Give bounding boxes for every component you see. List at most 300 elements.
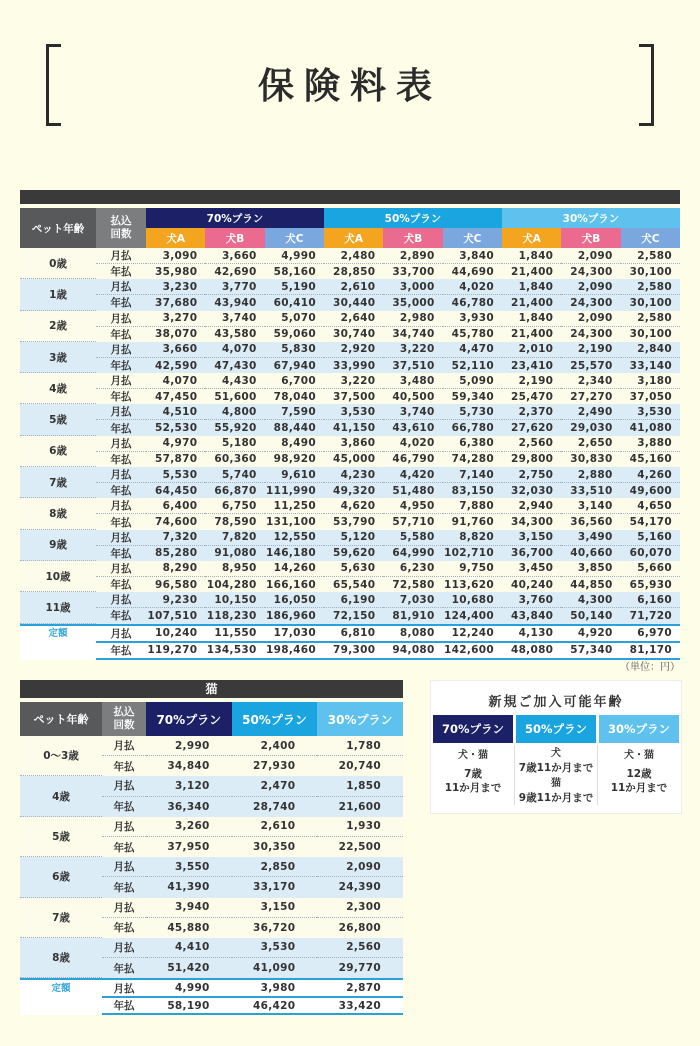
table-row (20, 467, 680, 483)
premium-cell: 4,970 (146, 436, 205, 452)
payment-type-label: 月払 (96, 404, 146, 420)
header-dog-b: 犬B (561, 228, 620, 248)
enroll-plan-70: 70%プラン (433, 715, 513, 743)
premium-cell: 43,580 (205, 327, 264, 342)
payment-type-label: 月払 (96, 530, 146, 546)
header-dog-c: 犬C (621, 228, 680, 248)
enroll-plan-50: 50%プラン (516, 715, 596, 743)
premium-cell: 198,460 (265, 641, 324, 660)
premium-cell: 36,340 (146, 797, 232, 817)
premium-cell: 52,110 (443, 358, 502, 373)
premium-cell: 5,830 (265, 342, 324, 358)
cat-premium-table (20, 702, 403, 1015)
premium-cell: 2,890 (383, 248, 442, 264)
premium-cell: 3,140 (561, 498, 620, 514)
premium-cell: 3,980 (232, 978, 318, 996)
fixed-age-label (20, 624, 96, 660)
premium-cell: 72,580 (383, 577, 442, 592)
premium-cell: 83,150 (443, 483, 502, 498)
row-age-label: 8歳 (20, 938, 102, 978)
premium-cell: 91,760 (443, 514, 502, 529)
cat-table-title: 猫 (20, 680, 403, 698)
premium-cell: 3,940 (146, 898, 232, 918)
premium-cell: 2,340 (561, 373, 620, 389)
premium-cell: 38,070 (146, 327, 205, 342)
premium-cell: 186,960 (265, 608, 324, 623)
premium-cell: 2,370 (502, 404, 561, 420)
payment-type-label: 年払 (96, 264, 146, 279)
header-plan-30: 30%プラン (502, 208, 680, 228)
premium-cell: 14,260 (265, 561, 324, 577)
premium-cell: 3,840 (443, 248, 502, 264)
fixed-age-label (20, 978, 102, 1015)
premium-cell: 30,100 (621, 264, 680, 279)
premium-cell: 5,160 (621, 530, 680, 546)
right-bracket (639, 44, 654, 126)
payment-type-label: 年払 (96, 420, 146, 435)
premium-cell: 45,880 (146, 918, 232, 938)
premium-cell: 28,740 (232, 797, 318, 817)
premium-cell: 131,100 (265, 514, 324, 529)
table-row (20, 561, 680, 577)
dog-table-top-bar (20, 190, 680, 204)
premium-cell: 4,020 (383, 436, 442, 452)
premium-cell: 12,240 (443, 624, 502, 641)
table-row (20, 776, 403, 796)
premium-cell: 2,400 (232, 736, 318, 756)
premium-cell: 74,600 (146, 514, 205, 529)
header-plan-50: 50%プラン (324, 208, 502, 228)
premium-cell: 33,990 (324, 358, 383, 373)
premium-cell: 46,780 (443, 295, 502, 310)
premium-cell: 2,990 (146, 736, 232, 756)
payment-type-label: 月払 (102, 817, 146, 837)
payment-type-label: 月払 (102, 978, 146, 996)
premium-cell: 36,560 (561, 514, 620, 529)
premium-cell: 12,550 (265, 530, 324, 546)
premium-cell: 3,930 (443, 311, 502, 327)
premium-cell: 9,750 (443, 561, 502, 577)
payment-type-label: 月払 (96, 624, 146, 641)
premium-cell: 43,610 (383, 420, 442, 435)
premium-cell: 3,530 (232, 938, 318, 958)
premium-cell: 46,790 (383, 452, 442, 467)
premium-cell: 7,880 (443, 498, 502, 514)
premium-cell: 9,610 (265, 467, 324, 483)
premium-cell: 4,650 (621, 498, 680, 514)
payment-type-label: 月払 (102, 857, 146, 877)
premium-cell: 37,500 (324, 389, 383, 404)
premium-cell: 5,740 (205, 467, 264, 483)
payment-type-label: 月払 (102, 898, 146, 918)
premium-cell: 57,870 (146, 452, 205, 467)
premium-cell: 111,990 (265, 483, 324, 498)
row-age-label: 7歳 (20, 467, 96, 498)
premium-cell: 2,090 (317, 857, 403, 877)
header-dog-a: 犬A (502, 228, 561, 248)
enroll-70-kind: 犬・猫 (458, 750, 488, 761)
premium-cell: 3,770 (205, 279, 264, 295)
premium-cell: 96,580 (146, 577, 205, 592)
premium-cell: 88,440 (265, 420, 324, 435)
premium-cell: 6,230 (383, 561, 442, 577)
header-plan-70: 70%プラン (146, 208, 324, 228)
premium-cell: 21,400 (502, 264, 561, 279)
payment-type-label: 年払 (96, 389, 146, 404)
payment-type-label: 月払 (102, 776, 146, 796)
row-age-label: 9歳 (20, 530, 96, 561)
enroll-50-age-dog: 7歳11か月まで (518, 762, 594, 774)
premium-cell: 4,070 (205, 342, 264, 358)
premium-cell: 6,810 (324, 624, 383, 641)
row-age-label: 11歳 (20, 592, 96, 623)
premium-cell: 7,590 (265, 404, 324, 420)
premium-cell: 40,660 (561, 546, 620, 561)
premium-cell: 6,380 (443, 436, 502, 452)
premium-cell: 4,800 (205, 404, 264, 420)
premium-cell: 1,840 (502, 279, 561, 295)
table-row (20, 279, 680, 295)
table-row (20, 295, 680, 310)
row-age-label: 8歳 (20, 498, 96, 529)
premium-cell: 2,610 (232, 817, 318, 837)
payment-type-label: 月払 (96, 342, 146, 358)
premium-cell: 36,700 (502, 546, 561, 561)
premium-cell: 1,840 (502, 248, 561, 264)
row-age-label: 4歳 (20, 776, 102, 816)
payment-type-label: 年払 (96, 641, 146, 660)
enroll-50-age-cat: 9歳11か月まで (518, 792, 594, 804)
fixed-badge: 定額 (40, 627, 75, 640)
premium-cell: 4,470 (443, 342, 502, 358)
row-age-label: 2歳 (20, 311, 96, 342)
payment-type-label: 年払 (96, 327, 146, 342)
premium-cell: 3,260 (146, 817, 232, 837)
premium-cell: 5,190 (265, 279, 324, 295)
premium-cell: 3,740 (205, 311, 264, 327)
premium-cell: 78,040 (265, 389, 324, 404)
premium-cell: 4,070 (146, 373, 205, 389)
table-row (20, 264, 680, 279)
premium-cell: 2,300 (317, 898, 403, 918)
premium-cell: 37,510 (383, 358, 442, 373)
premium-cell: 8,080 (383, 624, 442, 641)
premium-cell: 2,580 (621, 279, 680, 295)
payment-type-label: 年払 (96, 295, 146, 310)
premium-cell: 43,840 (502, 608, 561, 623)
fixed-age-text: 9歳～終身 (35, 999, 87, 1013)
premium-cell: 34,740 (383, 327, 442, 342)
premium-cell: 5,070 (265, 311, 324, 327)
enroll-70-age: 7歳 11か月まで (444, 768, 502, 794)
premium-cell: 1,840 (502, 311, 561, 327)
premium-cell: 10,240 (146, 624, 205, 641)
payment-type-label: 年払 (96, 514, 146, 529)
table-row (20, 546, 680, 561)
payment-type-label: 月払 (102, 736, 146, 756)
premium-cell: 27,930 (232, 756, 318, 776)
premium-cell: 30,830 (561, 452, 620, 467)
table-row (20, 608, 680, 623)
payment-type-label: 月払 (96, 498, 146, 514)
premium-cell: 2,470 (232, 776, 318, 796)
premium-cell: 60,410 (265, 295, 324, 310)
header-payment: 払込 回数 (102, 702, 146, 736)
premium-cell: 4,420 (383, 467, 442, 483)
premium-cell: 4,950 (383, 498, 442, 514)
premium-cell: 47,450 (146, 389, 205, 404)
premium-cell: 34,300 (502, 514, 561, 529)
table-row (20, 436, 680, 452)
premium-cell: 44,690 (443, 264, 502, 279)
payment-type-label: 年払 (96, 452, 146, 467)
enroll-30-body (599, 745, 679, 811)
premium-cell: 79,300 (324, 641, 383, 660)
premium-cell: 22,500 (317, 837, 403, 857)
premium-cell: 3,180 (621, 373, 680, 389)
premium-cell: 30,350 (232, 837, 318, 857)
premium-cell: 26,800 (317, 918, 403, 938)
premium-cell: 3,120 (146, 776, 232, 796)
premium-cell: 8,950 (205, 561, 264, 577)
table-row (20, 514, 680, 529)
premium-cell: 5,660 (621, 561, 680, 577)
enroll-50-kind-cat: 猫 (551, 778, 561, 789)
payment-type-label: 月払 (96, 311, 146, 327)
table-row (20, 577, 680, 592)
premium-cell: 2,560 (317, 938, 403, 958)
premium-cell: 4,920 (561, 624, 620, 641)
premium-cell: 57,710 (383, 514, 442, 529)
fixed-age-text: 12歳～終身 (28, 644, 88, 658)
premium-cell: 23,410 (502, 358, 561, 373)
premium-cell: 16,050 (265, 592, 324, 608)
premium-cell: 21,400 (502, 327, 561, 342)
premium-cell: 91,080 (205, 546, 264, 561)
premium-cell: 30,740 (324, 327, 383, 342)
premium-cell: 49,600 (621, 483, 680, 498)
premium-cell: 3,490 (561, 530, 620, 546)
table-row (20, 938, 403, 958)
premium-cell: 7,140 (443, 467, 502, 483)
premium-cell: 8,490 (265, 436, 324, 452)
row-age-label: 5歳 (20, 404, 96, 435)
table-row (20, 898, 403, 918)
premium-cell: 37,680 (146, 295, 205, 310)
premium-cell: 2,750 (502, 467, 561, 483)
premium-cell: 55,920 (205, 420, 264, 435)
premium-cell: 9,230 (146, 592, 205, 608)
premium-cell: 81,170 (621, 641, 680, 660)
premium-cell: 102,710 (443, 546, 502, 561)
premium-cell: 45,160 (621, 452, 680, 467)
premium-cell: 51,420 (146, 958, 232, 978)
header-dog-c: 犬C (265, 228, 324, 248)
premium-cell: 52,530 (146, 420, 205, 435)
premium-cell: 29,770 (317, 958, 403, 978)
premium-cell: 30,100 (621, 327, 680, 342)
premium-cell: 10,150 (205, 592, 264, 608)
table-row (20, 373, 680, 389)
premium-cell: 30,100 (621, 295, 680, 310)
premium-cell: 21,400 (502, 295, 561, 310)
payment-type-label: 月払 (96, 436, 146, 452)
payment-type-label: 月払 (96, 248, 146, 264)
premium-cell: 4,620 (324, 498, 383, 514)
premium-cell: 2,560 (502, 436, 561, 452)
premium-cell: 3,880 (621, 436, 680, 452)
premium-cell: 24,390 (317, 877, 403, 897)
premium-cell: 3,480 (383, 373, 442, 389)
premium-cell: 25,470 (502, 389, 561, 404)
premium-cell: 7,320 (146, 530, 205, 546)
premium-cell: 94,080 (383, 641, 442, 660)
table-row (20, 420, 680, 435)
title-area (0, 0, 700, 150)
premium-cell: 40,240 (502, 577, 561, 592)
premium-cell: 11,550 (205, 624, 264, 641)
premium-cell: 35,980 (146, 264, 205, 279)
row-age-label: 3歳 (20, 342, 96, 373)
premium-cell: 51,480 (383, 483, 442, 498)
payment-type-label: 年払 (102, 797, 146, 817)
premium-cell: 3,740 (383, 404, 442, 420)
premium-cell: 4,430 (205, 373, 264, 389)
premium-cell: 4,990 (146, 978, 232, 996)
premium-cell: 2,010 (502, 342, 561, 358)
table-row (20, 311, 680, 327)
payment-type-label: 月払 (96, 561, 146, 577)
enroll-plan-30: 30%プラン (599, 715, 679, 743)
premium-cell: 119,270 (146, 641, 205, 660)
premium-cell: 2,090 (561, 248, 620, 264)
premium-cell: 1,850 (317, 776, 403, 796)
premium-cell: 66,780 (443, 420, 502, 435)
premium-cell: 47,430 (205, 358, 264, 373)
premium-cell: 64,450 (146, 483, 205, 498)
fixed-row (20, 641, 680, 660)
enroll-30-age: 12歳 11か月まで (610, 768, 668, 794)
premium-cell: 53,790 (324, 514, 383, 529)
premium-cell: 72,150 (324, 608, 383, 623)
premium-cell: 2,840 (621, 342, 680, 358)
premium-cell: 142,600 (443, 641, 502, 660)
premium-cell: 64,990 (383, 546, 442, 561)
row-age-label: 6歳 (20, 436, 96, 467)
table-row (20, 736, 403, 756)
table-row (20, 817, 403, 837)
row-age-label: 6歳 (20, 857, 102, 897)
premium-cell: 146,180 (265, 546, 324, 561)
premium-cell: 3,230 (146, 279, 205, 295)
premium-cell: 25,570 (561, 358, 620, 373)
table-row (20, 483, 680, 498)
premium-cell: 1,780 (317, 736, 403, 756)
payment-type-label: 年払 (102, 958, 146, 978)
premium-cell: 37,950 (146, 837, 232, 857)
premium-cell: 166,160 (265, 577, 324, 592)
premium-cell: 42,690 (205, 264, 264, 279)
payment-type-label: 月払 (102, 938, 146, 958)
row-age-label: 7歳 (20, 898, 102, 938)
premium-cell: 78,590 (205, 514, 264, 529)
fixed-badge: 定額 (43, 982, 78, 995)
table-row (20, 452, 680, 467)
payment-type-label: 月払 (96, 467, 146, 483)
premium-cell: 3,530 (324, 404, 383, 420)
premium-cell: 65,930 (621, 577, 680, 592)
premium-cell: 71,720 (621, 608, 680, 623)
fixed-row (20, 978, 403, 996)
payment-type-label: 月払 (96, 373, 146, 389)
premium-cell: 65,540 (324, 577, 383, 592)
premium-cell: 49,320 (324, 483, 383, 498)
premium-cell: 33,700 (383, 264, 442, 279)
premium-cell: 2,480 (324, 248, 383, 264)
premium-cell: 4,230 (324, 467, 383, 483)
premium-cell: 2,580 (621, 248, 680, 264)
premium-cell: 1,930 (317, 817, 403, 837)
premium-cell: 98,920 (265, 452, 324, 467)
premium-cell: 2,850 (232, 857, 318, 877)
premium-cell: 7,820 (205, 530, 264, 546)
enrollment-age-box (430, 680, 682, 814)
premium-cell: 20,740 (317, 756, 403, 776)
premium-cell: 4,260 (621, 467, 680, 483)
payment-type-label: 月払 (96, 592, 146, 608)
premium-cell: 24,300 (561, 327, 620, 342)
premium-cell: 2,940 (502, 498, 561, 514)
page-title: 保険料表 (257, 66, 442, 107)
premium-cell: 58,190 (146, 996, 232, 1015)
premium-cell: 44,850 (561, 577, 620, 592)
premium-cell: 33,170 (232, 877, 318, 897)
premium-cell: 29,030 (561, 420, 620, 435)
premium-cell: 6,700 (265, 373, 324, 389)
table-row (20, 404, 680, 420)
premium-cell: 17,030 (265, 624, 324, 641)
payment-type-label: 年払 (96, 483, 146, 498)
premium-cell: 2,640 (324, 311, 383, 327)
premium-cell: 2,190 (561, 342, 620, 358)
premium-cell: 3,150 (232, 898, 318, 918)
premium-cell: 30,440 (324, 295, 383, 310)
premium-cell: 74,280 (443, 452, 502, 467)
premium-cell: 33,510 (561, 483, 620, 498)
premium-cell: 104,280 (205, 577, 264, 592)
payment-type-label: 年払 (96, 546, 146, 561)
premium-cell: 4,130 (502, 624, 561, 641)
premium-cell: 34,840 (146, 756, 232, 776)
payment-type-label: 月払 (96, 279, 146, 295)
premium-cell: 3,220 (324, 373, 383, 389)
premium-cell: 36,720 (232, 918, 318, 938)
premium-cell: 3,660 (205, 248, 264, 264)
premium-cell: 2,880 (561, 467, 620, 483)
premium-cell: 2,610 (324, 279, 383, 295)
table-row (20, 358, 680, 373)
premium-cell: 5,180 (205, 436, 264, 452)
premium-cell: 45,000 (324, 452, 383, 467)
header-dog-b: 犬B (205, 228, 264, 248)
premium-cell: 41,390 (146, 877, 232, 897)
premium-cell: 6,970 (621, 624, 680, 641)
premium-cell: 81,910 (383, 608, 442, 623)
premium-cell: 3,850 (561, 561, 620, 577)
premium-cell: 59,060 (265, 327, 324, 342)
header-dog-c: 犬C (443, 228, 502, 248)
table-row (20, 389, 680, 404)
